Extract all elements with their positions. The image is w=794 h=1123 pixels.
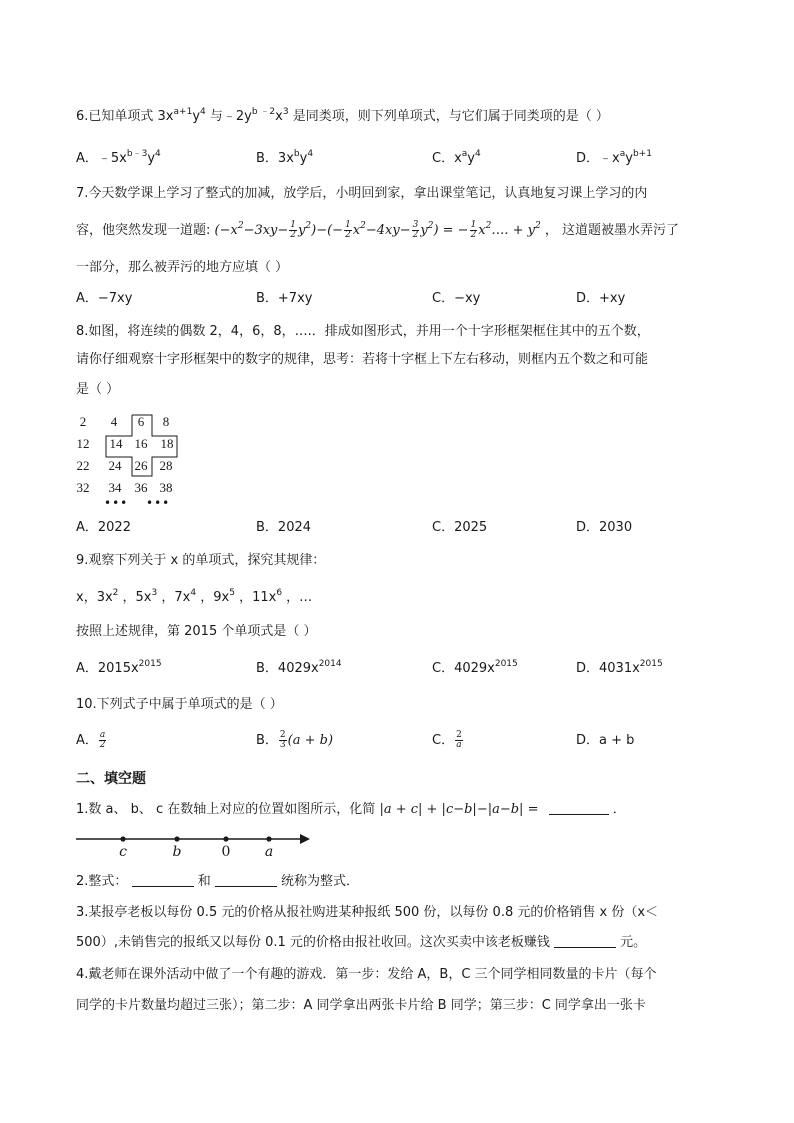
grid-cell: 2	[79, 414, 87, 429]
answer-blank[interactable]	[215, 872, 277, 887]
q8-line3: 是（ ）	[76, 382, 120, 397]
answer-blank[interactable]	[132, 872, 194, 887]
grid-cell: 38	[159, 480, 173, 495]
grid-ellipsis: •••	[104, 496, 129, 510]
q9-option-b: B．$4029x^{2014}$	[256, 659, 342, 676]
axis-label-a: a	[264, 844, 274, 860]
grid-cell: 6	[137, 414, 145, 429]
q10-option-b: B． $\frac{2}{3}$ (a + b)	[256, 730, 334, 750]
f3-line2: 500）,未销售完的报纸又以每份 0.1 元的价格由报社收回。这次买卖中该老板赚钱 元。	[76, 935, 647, 950]
q8-option-c: C．2025	[432, 520, 488, 535]
q10-option-d: D．a + b	[576, 733, 635, 748]
grid-cell: 34	[108, 480, 122, 495]
q10-line1: 10.下列式子中属于单项式的是（ ）	[76, 697, 283, 712]
q6-option-d: D．$﹣x^ay^{b+1}$	[576, 149, 652, 166]
axis-label-zero: 0	[221, 844, 231, 860]
number-line	[76, 828, 316, 860]
grid-ellipsis: •••	[146, 496, 171, 510]
axis-label-b: b	[172, 844, 182, 860]
q7-line3: 一部分，那么被弄污的地方应填（ ）	[76, 260, 289, 275]
q8-line2: 请你仔细观察十字形框架中的数字的规律，思考：若将十字框上下左右移动，则框内五个数之和可能	[76, 352, 649, 367]
f1-line: 1.数 a、 b、 c 在数轴上对应的位置如图所示，化简 |a + c| + |c−b|−|a−b| = ．	[76, 802, 626, 817]
answer-blank[interactable]	[549, 800, 609, 815]
q8-line1: 8.如图，将连续的偶数 2，4，6，8，….．排成如图形式，并用一个十字形框架框住其中的五个数，	[76, 324, 650, 339]
q6-stem: 6.已知单项式 $3x^{a+1}y^4$ 与$﹣2y^{b ﹣2}x^3$ 是同类项，则下列单项式，与它们属于同类项的是（ ）	[76, 107, 609, 124]
grid-cell: 32	[76, 480, 90, 495]
section-title: 二、填空题	[76, 771, 146, 787]
grid-cell: 4	[110, 414, 118, 429]
cross-frame	[76, 412, 186, 482]
q7-equation: ($-x^2-3xy-$ $\frac{1}{2}$ $y^2)-(-$ $\frac{1}{2}$ $x^2-4xy-$ $\frac{3}{2}$ $y^2$) = − $\frac{1}{2}$ $x^2\dots$. + $y^2$	[214, 220, 541, 240]
f2-line: 2.整式： 和 统称为整式．	[76, 874, 359, 889]
q6-option-b: B．$3x^by^4$	[256, 149, 314, 166]
f4-line1: 4.戴老师在课外活动中做了一个有趣的游戏．第一步：发给 A，B，C 三个同学相同数量的卡片（每个	[76, 967, 657, 982]
f4-line2: 同学的卡片数量均超过三张）；第二步：A 同学拿出两张卡片给 B 同学；第三步：C 同学拿出一张卡	[76, 998, 646, 1013]
q9-option-d: D．$4031x^{2015}$	[576, 659, 663, 676]
grid-cell: 24	[108, 458, 122, 473]
q8-option-b: B．2024	[256, 520, 312, 535]
q7-option-b: B．+7xy	[256, 291, 313, 306]
q10-option-c: C． $\frac{2}{a}$	[432, 730, 462, 750]
grid-cell: 8	[162, 414, 170, 429]
answer-blank[interactable]	[554, 933, 616, 948]
f3-line1: 3.某报亭老板以每份 0.5 元的价格从报社购进某种报纸 500 份，以每份 0.8 元的价格销售 x 份（x＜	[76, 905, 659, 920]
grid-cell: 14	[109, 436, 123, 451]
q7-option-c: C．−xy	[432, 291, 481, 306]
q9-sequence: x，$3x^2$ ，$5x^3$ ，$7x^4$ ，$9x^5$ ，$11x^6$ ，…	[76, 588, 313, 605]
q9-option-c: C．$4029x^{2015}$	[432, 659, 518, 676]
grid-cell: 12	[76, 436, 90, 451]
q6-option-c: C．$x^ay^4$	[432, 149, 481, 166]
q9-line3: 按照上述规律，第 2015 个单项式是（ ）	[76, 624, 317, 639]
q8-option-d: D．2030	[576, 520, 633, 535]
q10-option-a: A． $\frac{a}{2}$	[76, 730, 106, 750]
grid-cell: 26	[134, 458, 148, 473]
q9-option-a: A．$2015x^{2015}$	[76, 659, 162, 676]
q7-line1: 7.今天数学课上学习了整式的加减，放学后，小明回到家，拿出课堂笔记，认真地复习课上学习的内	[76, 186, 648, 201]
grid-cell: 16	[134, 436, 148, 451]
axis-label-c: c	[119, 844, 127, 860]
q9-line1: 9.观察下列关于 x 的单项式，探究其规律：	[76, 553, 326, 568]
q7-option-a: A．−7xy	[76, 291, 133, 306]
q7-line2: 容，他突然发现一道题: ($-x^2-3xy-$ $\frac{1}{2}$ $y^2)-(-$ $\frac{1}{2}$ $x^2-4xy-$ $\frac{3}{2}$ $y^2$) = − $\frac{1}{2}$ $x^2\dots$. + $y^2$ ， 这道题被墨水弄污了	[76, 220, 680, 240]
q7-option-d: D．+xy	[576, 291, 626, 306]
grid-cell: 28	[159, 458, 173, 473]
grid-cell: 18	[160, 436, 174, 451]
q6-option-a: A．$﹣5x^{b﹣3}y^4$	[76, 149, 161, 166]
q8-option-a: A．2022	[76, 520, 131, 535]
grid-cell: 36	[134, 480, 148, 495]
grid-cell: 22	[76, 458, 90, 473]
